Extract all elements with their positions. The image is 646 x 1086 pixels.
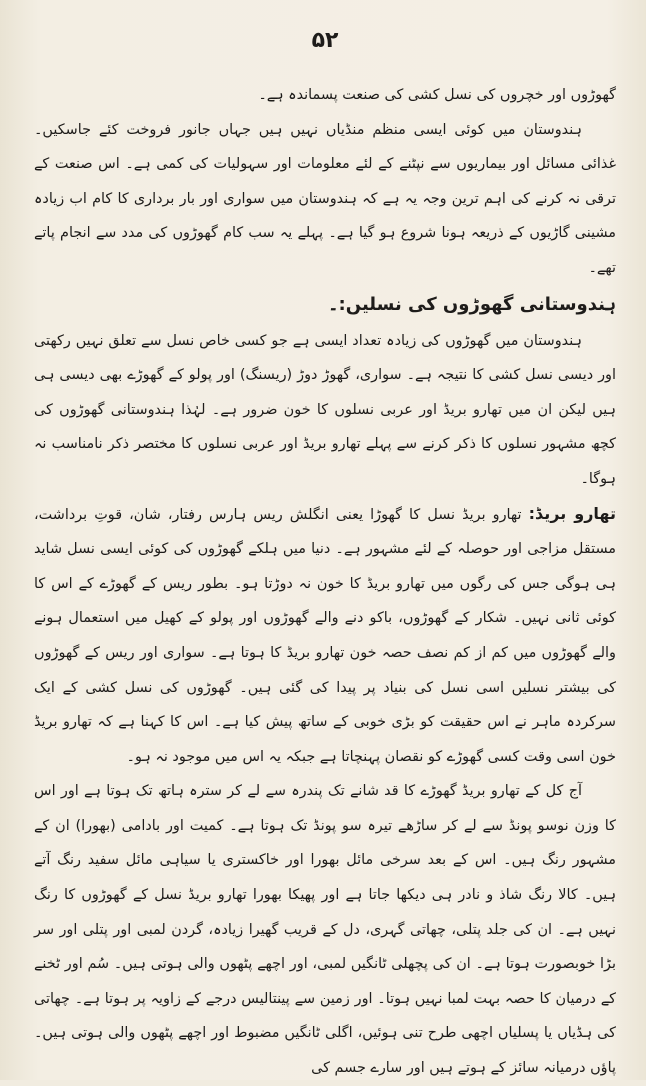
paragraph-markets-text: ہندوستان میں کوئی ایسی منظم منڈیاں نہیں ہیں جہاں جانور فروخت کئے جاسکیں۔ غذائی مسائل اور بیماریوں سے نپٹنے کے لئے معلومات اور سہولیات کی کمی ہے۔ اس صنعت کے ترقی نہ کرنے کی اہم ترین وجہ یہ ہے کہ ہندوستان میں سواری اور بار برداری کا کام اب زیادہ مشینی گاڑیوں کے ذریعہ ہونا شروع ہو گیا ہے۔ پہلے یہ سب کام گھوڑوں کی مدد سے انجام پاتے تھے۔ — [34, 121, 616, 276]
paragraph-indian-horses — [34, 324, 616, 497]
paragraph-thoroughbred — [34, 497, 616, 775]
thoroughbred-lead: تھارو بریڈ: — [528, 503, 617, 523]
paragraph-height-weight — [34, 774, 616, 1085]
thoroughbred-text: تھارو بریڈ نسل کا گھوڑا یعنی انگلش ریس ہارس رفتار، شان، قوتِ برداشت، مستقل مزاجی اور حوصلہ کے لئے مشہور ہے۔ دنیا میں ہلکے گھوڑوں کی کوئی ایسی نسل شاید ہی ہوگی جس کی رگوں میں تھارو بریڈ کا خون نہ دوڑتا ہو۔ بطور ریس کے گھوڑے کے اس کا کوئی ثانی نہیں۔ شکار کے گھوڑوں، باکو دنے والے گھوڑوں اور پولو کے کھیل میں استعمال ہونے والے گھوڑوں میں کم از کم نصف حصہ خون تھارو بریڈ کا ہوتا ہے۔ سواری اور ریس کے گھوڑوں کی بیشتر نسلیں اسی نسل کی بنیاد پر پیدا کی گئی ہیں۔ گھوڑوں کی نسل کشی کے ایک سرکردہ ماہر نے اس حقیقت کو بڑی خوبی کے ساتھ پیش کیا ہے۔ اس کا کہنا ہے کہ تھارو بریڈ خون اسی وقت کسی گھوڑے کو نقصان پہنچاتا ہے جبکہ یہ اس میں موجود نہ ہو۔ — [34, 506, 616, 765]
paragraph-intro-line: گھوڑوں اور خچروں کی نسل کشی کی صنعت پسماندہ ہے۔ — [258, 87, 616, 103]
page-number: ۵۲ — [311, 28, 339, 53]
paragraph-height-weight-text: آج کل کے تھارو بریڈ گھوڑے کا قد شانے تک پندرہ سے لے کر سترہ ہاتھ تک ہوتا ہے اور اس کا وزن نوسو پونڈ سے لے کر ساڑھے تیرہ سو پونڈ تک ہوتا ہے۔ کمیت اور بادامی (بھورا) ان کے مشہور رنگ ہیں۔ اس کے بعد سرخی مائل بھورا اور خاکستری یا سیاہی مائل سفید رنگ آتے ہیں۔ کالا رنگ شاذ و نادر ہی دیکھا جاتا ہے اور پھیکا بھورا تھارو بریڈ نسل کے گھوڑوں کا رنگ نہیں ہے۔ ان کی جلد پتلی، چھاتی گہری، دل کے قریب گھیرا زیادہ، گردن لمبی اور پتلی اور سر بڑا خوبصورت ہوتا ہے۔ ان کی پچھلی ٹانگیں لمبی، اور اچھے پٹھوں والی ہوتی ہیں۔ سُم اور ٹخنے کے درمیان کا حصہ بہت لمبا نہیں ہوتا۔ اور زمین سے پینتالیس درجے کے زاویہ پر ہوتا ہے۔ چھاتی کی ہڈیاں یا پسلیاں اچھی طرح تنی ہوئیں، اگلی ٹانگیں مضبوط اور اچھے پٹھوں والی ہوتی ہیں۔ پاؤں درمیانہ سائز کے ہوتے ہیں اور سارے جسم کی — [34, 783, 616, 1077]
paragraph-indian-horses-text: ہندوستان میں گھوڑوں کی زیادہ تعداد ایسی ہے جو کسی خاص نسل سے تعلق نہیں رکھتی اور دیسی نسل کشی کا نتیجہ ہے۔ سواری، گھوڑ دوڑ (ریسنگ) اور پولو کے گھوڑے بھی دیسی ہی ہیں لیکن ان میں تھارو بریڈ اور عربی نسلوں کا خون ضرور ہے۔ لہٰذا ہندوستانی گھوڑوں کی کچھ مشہور نسلوں کا ذکر کرنے سے پہلے تھارو بریڈ اور عربی نسلوں کا مختصر ذکر نامناسب نہ ہوگا۔ — [34, 332, 616, 487]
section-heading: ہندوستانی گھوڑوں کی نسلیں:۔ — [328, 293, 616, 315]
paragraph-markets — [34, 113, 616, 286]
